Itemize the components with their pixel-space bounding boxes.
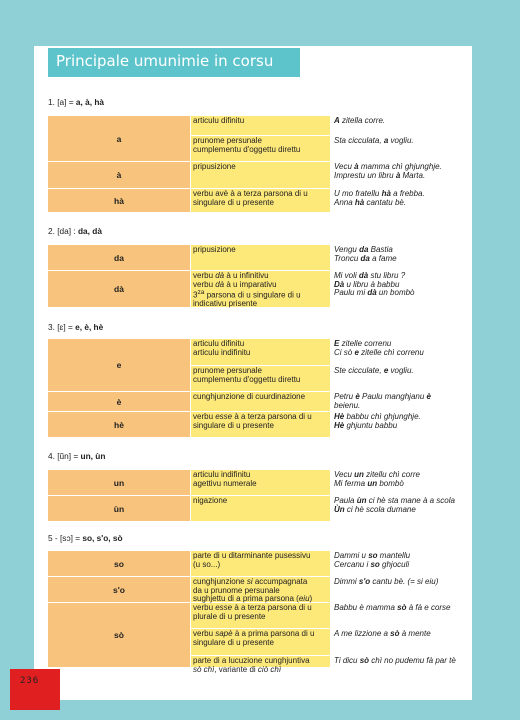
word-cell	[48, 116, 190, 162]
meaning-cell	[191, 245, 330, 271]
example-text: Ti dicu sò chì no pudemu fà par tè	[334, 656, 456, 665]
section-heading	[48, 322, 103, 332]
meaning-text: verbu dà à u infinitivu verbu dà à u imparativu $3^{za}$ parsona di u singulare di u indicativu prisente	[193, 271, 301, 309]
example-text: Babbu è mamma sò à fà e corse	[334, 603, 451, 612]
section-words: a, à, hà	[75, 97, 105, 107]
word-label: s'o	[113, 584, 125, 595]
word-cell	[48, 189, 190, 213]
word-cell	[48, 271, 190, 308]
meaning-text: articulu difinitu articulu indifinitu	[193, 339, 251, 357]
example-text: Ste cicculate, e vogliu.	[334, 366, 414, 375]
meaning-cell	[191, 470, 330, 496]
word-cell	[48, 162, 190, 189]
meaning-cell	[191, 366, 330, 392]
section-heading	[48, 226, 102, 236]
meaning-text: verbu avè à a terza parsona di u singulare di u presente	[193, 189, 308, 207]
meaning-text: cunghjunzione di cuurdinazione	[193, 392, 306, 401]
section-heading	[48, 533, 123, 543]
meaning-cell	[191, 577, 330, 603]
word-cell	[48, 412, 190, 438]
title-banner	[48, 48, 300, 77]
word-cell	[48, 551, 190, 577]
example-text: Vecu à mamma chì ghjunghje. Imprestu un libru à Marta.	[334, 162, 442, 180]
meaning-cell	[191, 412, 330, 438]
example-text: Sta cicculata, a vogliu.	[334, 136, 414, 145]
meaning-cell	[191, 496, 330, 522]
meaning-text: articulu indifinitu agettivu numerale	[193, 470, 257, 488]
meaning-cell	[191, 603, 330, 629]
example-text: Vecu un zitellu chì corre Mi ferma un bombò	[334, 470, 420, 488]
meaning-cell	[191, 339, 330, 366]
word-cell	[48, 577, 190, 603]
example-text: E zitelle correnu Ci sò e zitelle chì correnu	[334, 339, 424, 357]
meaning-text: pripusizione	[193, 162, 236, 171]
meaning-text: prunome persunale cumplementu d'oggettu direttu	[193, 136, 301, 154]
section-number: 3. [ɛ] =	[48, 322, 76, 332]
section-number: 4. [ũn] =	[48, 451, 81, 461]
word-label: à	[116, 170, 122, 180]
word-label: è	[116, 396, 122, 407]
meaning-text: parte di u ditarminante pusessivu (u so...)	[193, 551, 311, 569]
meaning-cell	[191, 271, 330, 308]
section-number: 5 - [sɔ] =	[48, 533, 83, 543]
meaning-cell	[191, 392, 330, 412]
word-label: sò	[114, 630, 124, 640]
word-label: un	[113, 477, 125, 488]
section-number: 2. [da] :	[48, 226, 78, 236]
example-text: Mi voli dà stu libru ? Dà u libru à babbu Paulu mi dà un bombò	[334, 271, 415, 298]
section-number: 1. [a] =	[48, 97, 76, 107]
word-cell	[48, 339, 190, 392]
example-text: U mo fratellu hà a frebba. Anna hà cantatu bè.	[334, 189, 425, 207]
section-heading	[48, 451, 105, 461]
example-text: Vengu da Bastia Troncu da a fame	[334, 245, 397, 263]
section-words: un, ùn	[80, 451, 106, 461]
word-label: e	[116, 360, 122, 370]
word-label: ùn	[113, 503, 125, 514]
meaning-text: pripusizione	[193, 245, 236, 254]
word-label: a	[116, 133, 122, 144]
meaning-cell	[191, 551, 330, 577]
meaning-cell	[191, 629, 330, 656]
section-words: so, s'o, sò	[82, 533, 123, 543]
example-text: Petru è Paulu manghjanu è beienu.	[334, 392, 431, 410]
example-text: Paula ùn ci hè sta mane à a scola Ùn ci hè scola dumane	[334, 496, 455, 514]
word-label: dà	[114, 284, 124, 294]
meaning-text: articulu difinitu	[193, 116, 245, 125]
word-cell	[48, 496, 190, 522]
section-words: da, dà	[77, 226, 102, 236]
page-number: 236	[20, 676, 40, 686]
meaning-text: verbu sapè à a prima parsona di u singulare di u presente	[193, 629, 315, 647]
meaning-text: verbu esse à a terza parsona di u plurale di u presente	[193, 603, 312, 621]
meaning-cell	[191, 189, 330, 213]
meaning-cell	[191, 136, 330, 162]
word-cell	[48, 470, 190, 496]
meaning-text: parte di a lucuzione cunghjuntiva sò chì, variante di ciò chì	[193, 656, 310, 674]
meaning-cell	[191, 162, 330, 189]
meaning-text: cunghjunzione si accumpagnata da u prunome persunale sughjettu di a prima parsona (eiu)	[193, 577, 313, 604]
example-text: Hè babbu chì ghjunghje. Hè ghjuntu babbu	[334, 412, 421, 430]
meaning-text: prunome persunale cumplementu d'oggettu direttu	[193, 366, 301, 384]
word-label: da	[114, 252, 124, 263]
word-cell	[48, 392, 190, 412]
example-text: A me lizzione a sò à mente	[334, 629, 431, 638]
meaning-cell	[191, 116, 330, 136]
meaning-cell	[191, 656, 330, 674]
example-text: A zitella corre.	[334, 116, 386, 125]
meaning-text: verbu esse à a terza parsona di u singulare di u presente	[193, 412, 312, 430]
meaning-text: nigazione	[193, 496, 228, 505]
example-text: Dimmi s'o cantu bè. (= si eiu)	[334, 577, 439, 586]
example-text: Dammi u so mantellu Cercanu i so ghjoculi	[334, 551, 411, 569]
section-heading	[48, 97, 104, 107]
word-cell	[48, 245, 190, 271]
word-label: hà	[114, 195, 124, 206]
page-title: Principale umunimie in corsu	[56, 52, 274, 70]
word-cell	[48, 603, 190, 668]
section-words: e, è, hè	[75, 322, 104, 332]
word-label: hè	[114, 419, 124, 430]
word-label: so	[114, 558, 124, 569]
page-number-box	[10, 669, 60, 710]
